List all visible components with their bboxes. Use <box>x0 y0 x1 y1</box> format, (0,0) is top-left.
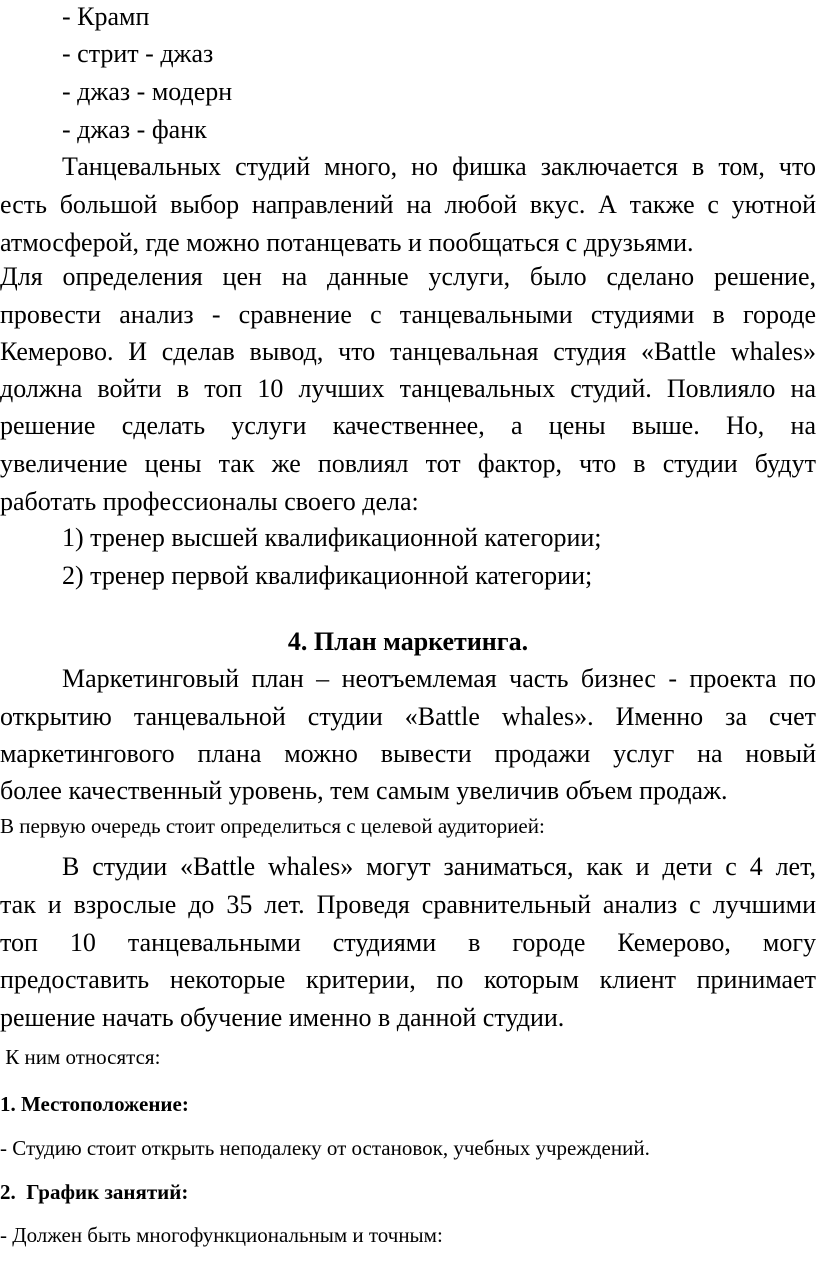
paragraph-studios-line: атмосферой, где можно потанцевать и пообщаться с друзьями. <box>0 228 694 257</box>
trainer-item: 2) тренер первой квалификационной категории; <box>62 561 593 590</box>
list-item-krump: - Крамп <box>62 2 150 31</box>
paragraph-pricing-line: работать профессионалы своего дела: <box>0 487 419 516</box>
paragraph-audience-line: предоставить некоторые критерии, по которым клиент принимает <box>0 965 816 994</box>
paragraph-audience-line: В студии «Battle whales» могут заниматься, как и дети с 4 лет, <box>62 852 816 881</box>
list-item-jazz-funk: - джаз - фанк <box>62 115 207 144</box>
paragraph-marketing-line: маркетингового плана можно вывести продажи услуг на новый <box>0 739 816 768</box>
criterion-text-schedule: - Должен быть многофункциональным и точным: <box>0 1223 443 1247</box>
paragraph-pricing-line: провести анализ - сравнение с танцевальными студиями в городе <box>0 300 816 329</box>
trainer-item: 1) тренер высшей квалификационной категории; <box>62 523 602 552</box>
criteria-intro: К ним относятся: <box>0 1045 161 1069</box>
paragraph-marketing-line: более качественный уровень, тем самым увеличив объем продаж. <box>0 776 728 805</box>
criterion-text-location: - Студию стоит открыть неподалеку от остановок, учебных учреждений. <box>0 1136 650 1160</box>
criterion-title-schedule: 2. График занятий: <box>0 1180 189 1204</box>
list-item-jazz-modern: - джаз - модерн <box>62 77 233 106</box>
paragraph-audience-line: топ 10 танцевальными студиями в городе Кемерово, могу <box>0 928 816 957</box>
paragraph-audience-line: решение начать обучение именно в данной студии. <box>0 1003 565 1032</box>
paragraph-audience-line: так и взрослые до 35 лет. Проведя сравнительный анализ с лучшими <box>0 890 816 919</box>
criterion-title-location: 1. Местоположение: <box>0 1092 189 1116</box>
paragraph-pricing-line: увеличение цены так же повлиял тот фактор, что в студии будут <box>0 449 816 478</box>
paragraph-marketing-line: Маркетинговый план – неотъемлемая часть бизнес - проекта по <box>62 664 816 693</box>
paragraph-pricing-line: решение сделать услуги качественнее, а цены выше. Но, на <box>0 411 816 440</box>
paragraph-studios-line: Танцевальных студий много, но фишка заключается в том, что <box>62 152 816 181</box>
list-item-street-jazz: - стрит - джаз <box>62 39 214 68</box>
paragraph-pricing-line: Для определения цен на данные услуги, было сделано решение, <box>0 262 816 291</box>
paragraph-marketing-line: открытию танцевальной студии «Battle whales». Именно за счет <box>0 702 816 731</box>
paragraph-studios-line: есть большой выбор направлений на любой вкус. А также с уютной <box>0 190 816 219</box>
audience-line: В первую очередь стоит определиться с целевой аудиторией: <box>0 814 545 838</box>
section-title: 4. План маркетинга. <box>287 627 529 656</box>
paragraph-pricing-line: Кемерово. И сделав вывод, что танцевальная студия «Battle whales» <box>0 337 816 366</box>
paragraph-pricing-line: должна войти в топ 10 лучших танцевальных студий. Повлияло на <box>0 374 816 403</box>
